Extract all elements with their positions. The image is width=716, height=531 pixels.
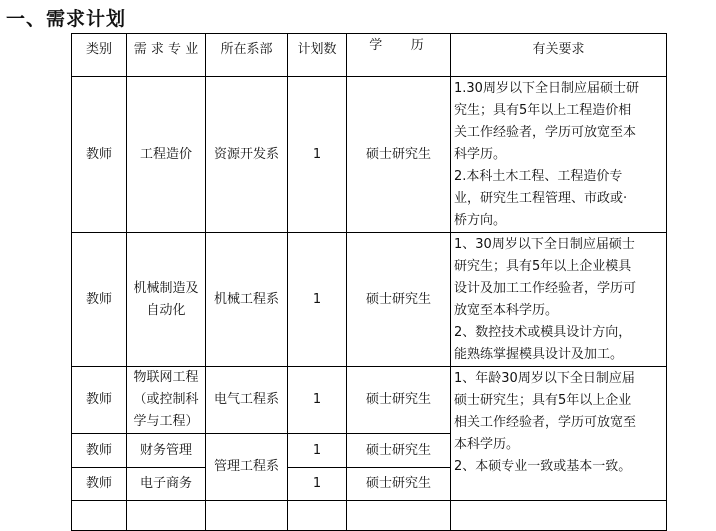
requirement-line: 2、数控技术或模具设计方向， <box>454 325 632 340</box>
major-cell <box>127 233 206 367</box>
requirement-line: 科学历。 <box>454 147 507 162</box>
empty-cell <box>206 501 288 531</box>
category-cell: 教师 <box>72 434 127 468</box>
education-cell: 硕士研究生 <box>347 77 451 233</box>
requirement-line: 业，研究生工程管理、市政或· <box>454 191 628 206</box>
header-category: 类别 <box>72 34 127 77</box>
education-cell: 硕士研究生 <box>347 367 451 434</box>
major-cell <box>127 367 206 434</box>
requirement-line: 关工作经验者，学历可放宽至本 <box>454 125 637 140</box>
major-cell <box>127 468 206 501</box>
requirement-line: 1、30周岁以下全日制应届硕士 <box>454 237 635 252</box>
recruitment-plan-table <box>71 33 667 531</box>
plan-count-cell: 1 <box>288 468 347 501</box>
education-cell: 硕士研究生 <box>347 434 451 468</box>
education-cell: 硕士研究生 <box>347 468 451 501</box>
requirements-cell <box>451 233 667 367</box>
major-line: 工程造价 <box>139 146 192 162</box>
requirement-line: 桥方向。 <box>454 213 507 228</box>
table-row <box>72 367 667 434</box>
requirement-line: 放宽至本科学历。 <box>454 303 559 318</box>
requirement-line: 1、年龄30周岁以下全日制应届 <box>454 371 635 386</box>
header-row <box>72 34 667 77</box>
empty-cell <box>288 501 347 531</box>
header-major: 需 求 专 业 <box>127 34 206 77</box>
section-heading: 一、需求计划 <box>6 8 127 30</box>
empty-cell <box>451 501 667 531</box>
category-cell: 教师 <box>72 367 127 434</box>
plan-count-cell: 1 <box>288 367 347 434</box>
requirement-line: 硕士研究生；具有5年以上企业 <box>454 393 632 408</box>
requirement-line: 能熟练掌握模具设计及加工。 <box>454 347 624 362</box>
category-cell: 教师 <box>72 233 127 367</box>
department-cell: 电气工程系 <box>206 367 288 434</box>
header-department: 所在系部 <box>206 34 288 77</box>
category-cell: 教师 <box>72 468 127 501</box>
major-line: 物联网工程 <box>133 370 199 385</box>
category-cell: 教师 <box>72 77 127 233</box>
major-cell <box>127 434 206 468</box>
requirement-line: 相关工作经验者，学历可放宽至 <box>454 415 637 430</box>
plan-count-cell: 1 <box>288 77 347 233</box>
major-line: 机械制造及 <box>133 280 199 296</box>
table-row <box>72 233 667 367</box>
plan-count-cell: 1 <box>288 434 347 468</box>
header-plan-count: 计划数 <box>288 34 347 77</box>
department-cell: 管理工程系 <box>206 434 288 501</box>
requirement-line: 2、本硕专业一致或基本一致。 <box>454 459 632 474</box>
empty-cell <box>127 501 206 531</box>
requirement-line: 本科学历。 <box>454 437 520 452</box>
table-row-partial <box>72 501 667 531</box>
requirement-line: 究生；具有5年以上工程造价相 <box>454 103 632 118</box>
major-cell <box>127 77 206 233</box>
header-requirements: 有关要求 <box>451 34 667 77</box>
shared-requirements-cell <box>451 367 667 501</box>
requirement-line: 2.本科土木工程、工程造价专 <box>454 169 623 184</box>
major-line: 财务管理 <box>139 442 192 458</box>
major-line: 学与工程） <box>133 414 199 429</box>
table-row <box>72 77 667 233</box>
major-line: （或控制科 <box>133 392 199 407</box>
department-cell: 机械工程系 <box>206 233 288 367</box>
requirement-line: 研究生；具有5年以上企业模具 <box>454 259 632 274</box>
major-line: 电子商务 <box>139 476 192 491</box>
major-line: 自动化 <box>146 302 186 318</box>
empty-cell <box>347 501 451 531</box>
department-cell: 资源开发系 <box>206 77 288 233</box>
empty-cell <box>72 501 127 531</box>
education-cell: 硕士研究生 <box>347 233 451 367</box>
requirement-line: 设计及加工工作经验者，学历可 <box>454 281 637 296</box>
requirement-line: 1.30周岁以下全日制应届硕士研 <box>454 81 639 96</box>
requirements-cell <box>451 77 667 233</box>
header-education: 学 历 <box>347 34 451 77</box>
plan-count-cell: 1 <box>288 233 347 367</box>
